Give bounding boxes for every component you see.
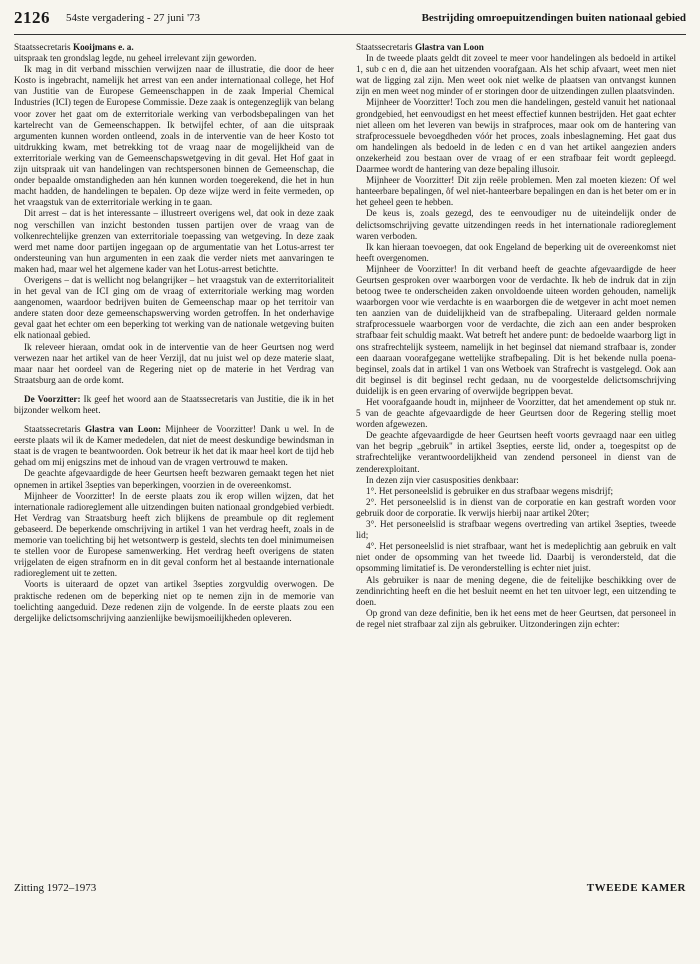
- paragraph: Voorts is uiteraard de opzet van artikel 3septies zorgvuldig overwogen. De praktische redenen om de beperking niet op te nemen zijn in de memorie van toelichting aangeduid. Deze redenen zijn de volgende. In de eerste plaats zou een dergelijke delictsomschrijving aanzienlijke bewijsmoeilijkheden opleveren.: [14, 579, 334, 623]
- chamber-name: TWEEDE KAMER: [586, 882, 686, 894]
- paragraph: Ik mag in dit verband misschien verwijzen naar de illustratie, die door de heer Kosto is ingebracht, namelijk het arrest van een ander internationaal college, het Hof van Justitie van de Europese Gemeenschappen in de zaak Imperial Chemical Industries (ICI) tegen de Europese Commissie. Deze zaak is ontegenzeglijk van belang voor zover het gaat om de exterritoriale werking van verbodsbepalingen van het kartelrecht van de Gemeenschappen. Ik betwijfel echter, of aan die uitspraak argumenten kunnen worden ontleend, zoals in de interventie van de heer Kosto tot uitdrukking kwam, met betrekking tot de vraag naar de mogelijkheid van de exterritoriale werking van de Gemeenschapswetgeving in dit geval. Het Hof gaat in zijn uitspraak uit van handelingen van rechtspersonen binnen de Gemeenschap, die onder bepaalde omstandigheden aan hén kunnen worden toegerekend, die het in hun macht hadden, de handelingen te bepalen. Op deze wijze werd in feite vermeden, op het vraagstuk van de exterritoriale werking in te gaan.: [14, 64, 334, 208]
- speaker-name: Kooijmans e. a.: [72, 42, 134, 52]
- paragraph: 4°. Het personeelslid is niet strafbaar, want het is medeplichtig aan gebruik en valt niet onder de opsomming van het tweede lid. Daarbij is verondersteld, dat die opsomming limitatief is. De veronderstelling is echter niet juist.: [356, 541, 676, 574]
- right-column: [356, 42, 676, 862]
- paragraph: 2°. Het personeelslid is in dienst van de corporatie en kan gestraft worden voor gebruik door de corporatie. Ik verwijs hierbij naar artikel 20ter;: [356, 496, 676, 518]
- paragraph: Mijnheer de Voorzitter! Dit zijn reële problemen. Men zal moeten kiezen: Of wel hanteerbare bepalingen, ôf wel niet-hanteerbare bepalingen en dan is het beter om er in het geheel geen te hebben.: [356, 175, 676, 208]
- paragraph: Als gebruiker is naar de mening degene, die de feitelijke beschikking over de zendinrichting heeft en die het besluit neemt en het ten uitvoer legt, een uitzending te doen.: [356, 574, 676, 607]
- paragraph: Overigens – dat is wellicht nog belangrijker – het vraagstuk van de exterritorialiteit in het geval van de ICI ging om de vraag of exterritoriale werking mag worden aangenomen, waardoor bedrijven buiten de Gemeenschap maar op het territoir van andere staten door deze gemeenschapswerving worden getroffen. In het onderhavige geval gaat het echter om een beperking tot werking van de nationale wetgeving buiten elk nationaal gebied.: [14, 274, 334, 341]
- paragraph-text: Ik geef het woord aan de Staatssecretaris van Justitie, die ik in het bijzonder welkom heet.: [14, 393, 334, 415]
- speaker-role: Staatssecretaris: [24, 424, 85, 435]
- speaker-name: Glastra van Loon:: [84, 424, 162, 435]
- paragraph: Mijnheer de Voorzitter! Toch zou men die handelingen, gesteld vanuit het nationaal grondgebied, het eenvoudigst en het meest effectief kunnen bestrijden. Het gaat echter niet alleen om het leveren van bewijs in strafproces, maar ook om de hantering van strafprocessuele bevoegdheden vóór het proces, zoals inbeslagneming. Het gaat dus om handelingen als bedoeld in de leden c en d van het artikel aangezien anders onzekerheid zou bestaan over de vraag of er een strafbaar feit wordt gepleegd. Daarmee wordt de hantering van deze bepaling illusoir.: [356, 97, 676, 175]
- paragraph: uitspraak ten grondslag legde, nu geheel irrelevant zijn geworden.: [14, 53, 257, 64]
- paragraph: Mijnheer de Voorzitter! In de eerste plaats zou ik erop willen wijzen, dat het internationale radioreglement alle uitzendingen buiten nationaal grondgebied verbiedt. Het Verdrag van Straatsburg heeft zich blijkens de preambule op dit reglement gebaseerd. De beperkende omschrijving in artikel 1 van het verdrag heeft, zoals in de memorie van toelichting bij het wetsontwerp is gesteld, slechts ten doel minimumeisen te stellen voor de Europese samenwerking. Het verdrag heeft overigens de staten vrijgelaten de eigen strafnorm en in dit geval conform het al bestaande internationale radioreglement uit te zetten.: [14, 490, 334, 579]
- page-header: [0, 8, 700, 38]
- paragraph: Ik releveer hieraan, omdat ook in de interventie van de heer Geurtsen nog werd verwezen naar het artikel van de heer Verzijl, dat nu juist wel op deze materie slaat, maar naar het oordeel van de Regering niet op de materie in het Verdrag van Straatsburg aan de orde komt.: [14, 341, 334, 385]
- session-info: 54ste vergadering - 27 juni '73: [66, 12, 201, 24]
- running-title: Bestrijding omroepuitzendingen buiten nationaal gebied: [421, 12, 686, 24]
- speaker-name: De Voorzitter:: [24, 393, 81, 404]
- speaker-role: Staatssecretaris: [14, 42, 73, 52]
- page-footer: [0, 882, 700, 902]
- speech-opening: [14, 424, 334, 468]
- header-rule: [14, 34, 686, 35]
- paragraph: De geachte afgevaardigde de heer Geurtsen heeft bezwaren gemaakt tegen het niet opnemen in artikel 3septies van beperkingen, voorzien in de overeenkomst.: [14, 468, 334, 490]
- speaker-heading: [356, 42, 676, 53]
- speaker-role: Staatssecretaris: [356, 42, 415, 52]
- session-years: Zitting 1972–1973: [14, 882, 97, 894]
- paragraph: 3°. Het personeelslid is strafbaar wegens overtreding van artikel 3septies, tweede lid;: [356, 519, 676, 541]
- chair-statement: [14, 394, 334, 416]
- paragraph: Dit arrest – dat is het interessante – illustreert overigens wel, dat ook in deze zaak nog verschillen van inzicht bestonden tussen partijen over de vraag van de volkenrechtelijke grenzen van exterritoriale toepassing van wetgeving. In deze zaak werd met name door partijen ingegaan op de argumentatie van het Lotus-arrest ter ondersteuning van hun argumenten in een zaak die verder niets met aanvaringen te maken had, maar wel het algemene kader van het Lotus-arrest betichtte.: [14, 208, 334, 274]
- paragraph: Het voorafgaande houdt in, mijnheer de Voorzitter, dat het amendement op stuk nr. 5 van de geachte afgevaardigde de heer Geurtsen door de Regering stellig moet worden afgewezen.: [356, 397, 676, 430]
- left-column: [14, 42, 334, 862]
- paragraph: Mijnheer de Voorzitter! In dit verband heeft de geachte afgevaardigde de heer Geurtsen gesproken over waarborgen voor de verdachte. Ik heb de indruk dat in zijn betoog twee te onderscheiden zaken onvoldoende uiteen worden gehouden, namelijk waarborgen voor wie verdachte is en waarborgen die de wetgever in acht moet nemen ten aanzien van de duidelijkheid van de strafbepaling. Uiteraard gelden normale strafprocessuele waarborgen voor de verdachte, die zich aan een ander besproken strafbaar feit schuldig maakt. Wat betreft het andere punt: de bedoelde waarborg ligt in ons strafrechtelijk systeem, namelijk in het beginsel dat niemand strafbaar is, zonder een daaraan voorafgegane wettelijke strafbepaling. Dit is het bekende nulla poena-beginsel, zoals dat in artikel 1 van ons Wetboek van Strafrecht is vastgelegd. Ook aan dit beginsel is dit beginsel recht gedaan, nu de voorgestelde delictsomschrijving duidelijk is en geen ervaring of overwijde begrippen bevat.: [356, 263, 676, 396]
- speaker-heading: [14, 42, 334, 53]
- paragraph-text: Mijnheer de Voorzitter! Dank u wel. In de eerste plaats wil ik de Kamer mededelen, dat niet de meest deskundige bewindsman in staat is de vragen te beantwoorden. Ook betreur ik het dat ik maar heel kort de tijd heb gehad om mij enigszins met de inhoud van de vragen vertrouwd te maken.: [14, 424, 334, 468]
- paragraph: De geachte afgevaardigde de heer Geurtsen heeft voorts gevraagd naar een uitleg van het begrip „gebruik" in artikel 3septies, eerste lid, onder a, toegespitst op de strafrechtelijke verantwoordelijkheid van zendend personeel in dienst van de zenderexploitant.: [356, 430, 676, 474]
- speaker-name: Glastra van Loon: [414, 42, 484, 52]
- paragraph: Op grond van deze definitie, ben ik het eens met de heer Geurtsen, dat personeel in de regel niet strafbaar zal zijn als gebruiker. Uitzonderingen zijn echter:: [356, 607, 676, 629]
- paragraph: Ik kan hieraan toevoegen, dat ook Engeland de beperking uit de overeenkomst niet heeft overgenomen.: [356, 241, 676, 263]
- paragraph: In de tweede plaats geldt dit zoveel te meer voor handelingen als bedoeld in artikel 1, sub c en d, die aan het uitzenden voorafgaan. Als het schip afvaart, weet men niet wat de ligging zal zijn. Men weet ook niet welke de plaatsen van ontvangst kunnen zijn en men weet nog minder of er storingen door de uitzendingen zullen plaatsvinden.: [356, 53, 676, 97]
- paragraph: In dezen zijn vier casusposities denkbaar:: [366, 474, 519, 485]
- paragraph: De keus is, zoals gezegd, des te eenvoudiger nu de uiteindelijk onder de delictsomschrijving gevatte uitzendingen reeds in het internationale radioreglement waren verboden.: [356, 208, 676, 241]
- paragraph: 1°. Het personeelslid is gebruiker en dus strafbaar wegens misdrijf;: [366, 485, 614, 496]
- page-number: 2126: [14, 8, 50, 27]
